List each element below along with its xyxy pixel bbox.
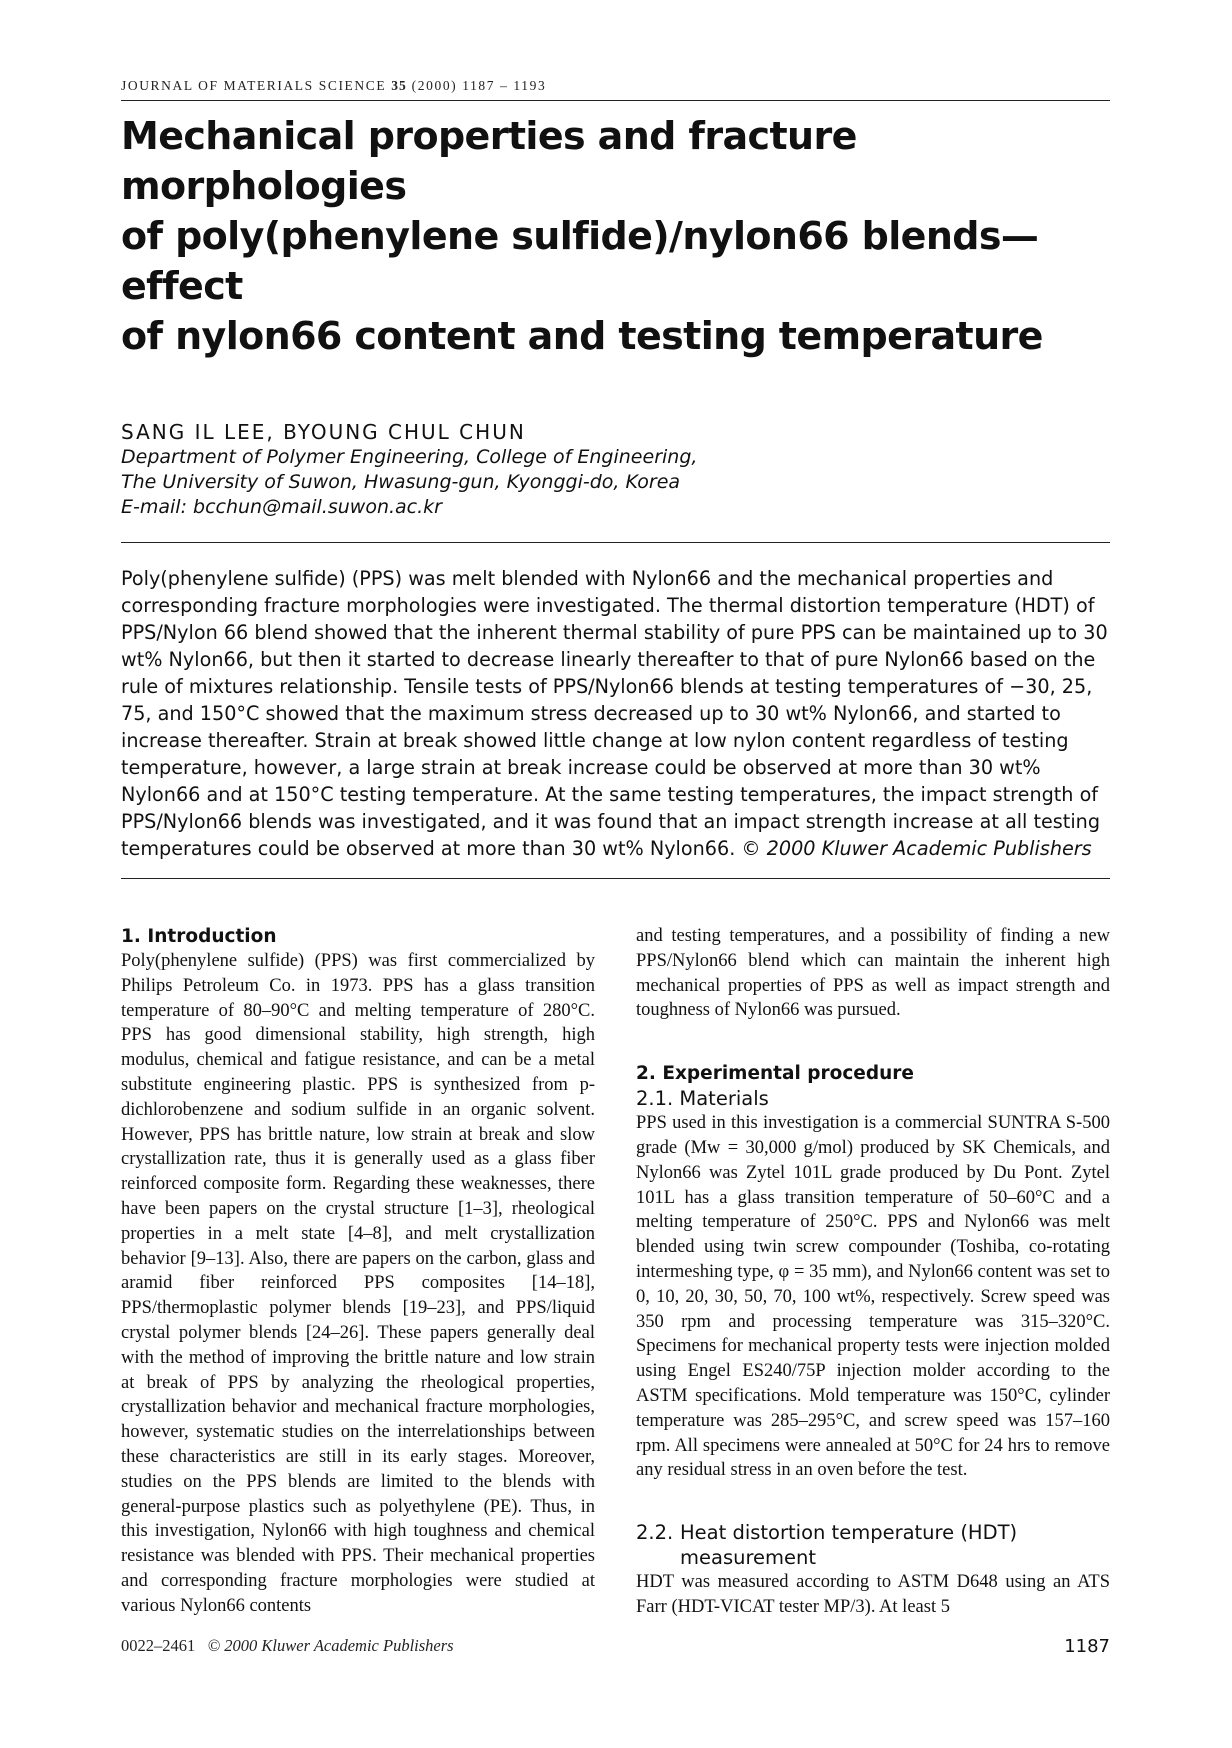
hdt-heading [636, 1520, 1110, 1570]
introduction-paragraph: Poly(phenylene sulfide) (PPS) was first commercialized by Philips Petroleum Co. in 1973. PPS has a glass transition temperature of 80–90°C and melting temperature of 280°C. PPS has good dimensional stability, high strength, high modulus, chemical and fatigue resistance, and can be a metal substitute engineering plastic. PPS is synthesized from p-dichlorobenzene and sodium sulfide in an organic solvent. However, PPS has brittle nature, low strain at break and slow crystallization rate, thus it is generally used as a glass fiber reinforced composite form. Regarding these weaknesses, there have been papers on the crystal structure [1–3], rheological properties in a melt state [4–8], and melt crystallization behavior [9–13]. Also, there are papers on the carbon, glass and aramid fiber reinforced PPS composites [14–18], PPS/thermoplastic polymer blends [19–23], and PPS/liquid crystal polymer blends [24–26]. These papers generally deal with the method of improving the brittle nature and low strain at break of PPS by analyzing the rheological properties, crystallization behavior and mechanical fracture morphologies, however, systematic studies on the interrelationships between these characteristics are still in its early stages. Moreover, studies on the PPS blends are limited to the blends with general-purpose plastics such as polyethylene (PE). Thus, in this investigation, Nylon66 with high toughness and chemical resistance was blended with PPS. Their mechanical properties and corresponding fracture morphologies were studied at various Nylon66 contents [121, 951, 595, 1616]
author-email: E-mail: bcchun@mail.suwon.ac.kr [121, 496, 442, 518]
body-columns [121, 924, 1110, 1620]
abstract-text: Poly(phenylene sulfide) (PPS) was melt blended with Nylon66 and the mechanical properties and corresponding fracture morphologies were investigated. The thermal distortion temperature (HDT) of PPS/Nylon 66 blend showed that the inherent thermal stability of pure PPS can be maintained up to 30 wt% Nylon66, but then it started to decrease linearly thereafter to that of pure Nylon66 based on the rule of mixtures relationship. Tensile tests of PPS/Nylon66 blends at testing temperatures of −30, 25, 75, and 150°C showed that the maximum stress decreased up to 30 wt% Nylon66, and started to increase thereafter. Strain at break showed little change at low nylon content regardless of testing temperature, however, a large strain at break increase could be observed at more than 30 wt% Nylon66 and at 150°C testing temperature. At the same testing temperatures, the impact strength of PPS/Nylon66 blends was investigated, and it was found that an impact strength increase at all testing temperatures could be observed at more than 30 wt% Nylon66. [121, 567, 1108, 860]
materials-heading: 2.1. Materials [636, 1087, 769, 1111]
footer-issn: 0022–2461 [121, 1636, 196, 1655]
journal-name: JOURNAL OF MATERIALS SCIENCE [121, 78, 387, 93]
title-line-3: of nylon66 content and testing temperature [121, 314, 1043, 358]
author-affiliation [121, 445, 1110, 520]
hdt-heading-number: 2.2. [636, 1521, 674, 1545]
right-column [636, 924, 1110, 1620]
abstract-bottom-rule [121, 878, 1110, 879]
experimental-heading: 2. Experimental procedure [636, 1063, 914, 1085]
journal-volume: 35 [391, 78, 407, 93]
hdt-heading-line-1: Heat distortion temperature (HDT) [680, 1521, 1018, 1545]
paper-page [121, 78, 1110, 1620]
abstract-copyright: © 2000 Kluwer Academic Publishers [741, 837, 1092, 860]
journal-year-pages: (2000) 1187 – 1193 [411, 78, 547, 93]
journal-header [121, 78, 1110, 101]
introduction-continuation: and testing temperatures, and a possibility of finding a new PPS/Nylon66 blend which can maintain the inherent high mechanical properties of PPS as well as impact strength and toughness of Nylon66 was pursued. [636, 926, 1110, 1021]
affiliation-line-2: The University of Suwon, Hwasung-gun, Kyonggi-do, Korea [121, 471, 681, 493]
affiliation-line-1: Department of Polymer Engineering, College of Engineering, [121, 446, 698, 468]
left-column [121, 924, 595, 1620]
title-line-1: Mechanical properties and fracture morphologies [121, 114, 857, 208]
hdt-paragraph: HDT was measured according to ASTM D648 using an ATS Farr (HDT-VICAT tester MP/3). At least 5 [636, 1572, 1110, 1617]
hdt-heading-line-2: measurement [680, 1546, 817, 1570]
title-line-2: of poly(phenylene sulfide)/nylon66 blends—effect [121, 214, 1039, 308]
footer-copyright: © 2000 Kluwer Academic Publishers [207, 1636, 454, 1655]
introduction-heading: 1. Introduction [121, 926, 277, 947]
page-number: 1187 [1064, 1636, 1110, 1657]
abstract [121, 543, 1110, 878]
materials-paragraph: PPS used in this investigation is a commercial SUNTRA S-500 grade (Mw = 30,000 g/mol) produced by SK Chemicals, and Nylon66 was Zytel 101L grade produced by Du Pont. Zytel 101L has a glass transition temperature of 50–60°C and a melting temperature of 250°C. PPS and Nylon66 was melt blended using twin screw compounder (Toshiba, co-rotating intermeshing type, φ = 35 mm), and Nylon66 content was set to 0, 10, 20, 30, 50, 70, 100 wt%, respectively. Screw speed was 350 rpm and processing temperature was 315–320°C. Specimens for mechanical property tests were injection molded using Engel ES240/75P injection molder according to the ASTM specifications. Mold temperature was 150°C, cylinder temperature was 285–295°C, and screw speed was 157–160 rpm. All specimens were annealed at 50°C for 24 hrs to remove any residual stress in an oven before the test. [636, 1113, 1110, 1481]
paper-title [121, 111, 1110, 361]
page-footer [121, 1636, 1110, 1657]
footer-issn-copyright [121, 1636, 454, 1657]
author-names: SANG IL LEE, BYOUNG CHUL CHUN [121, 420, 526, 444]
